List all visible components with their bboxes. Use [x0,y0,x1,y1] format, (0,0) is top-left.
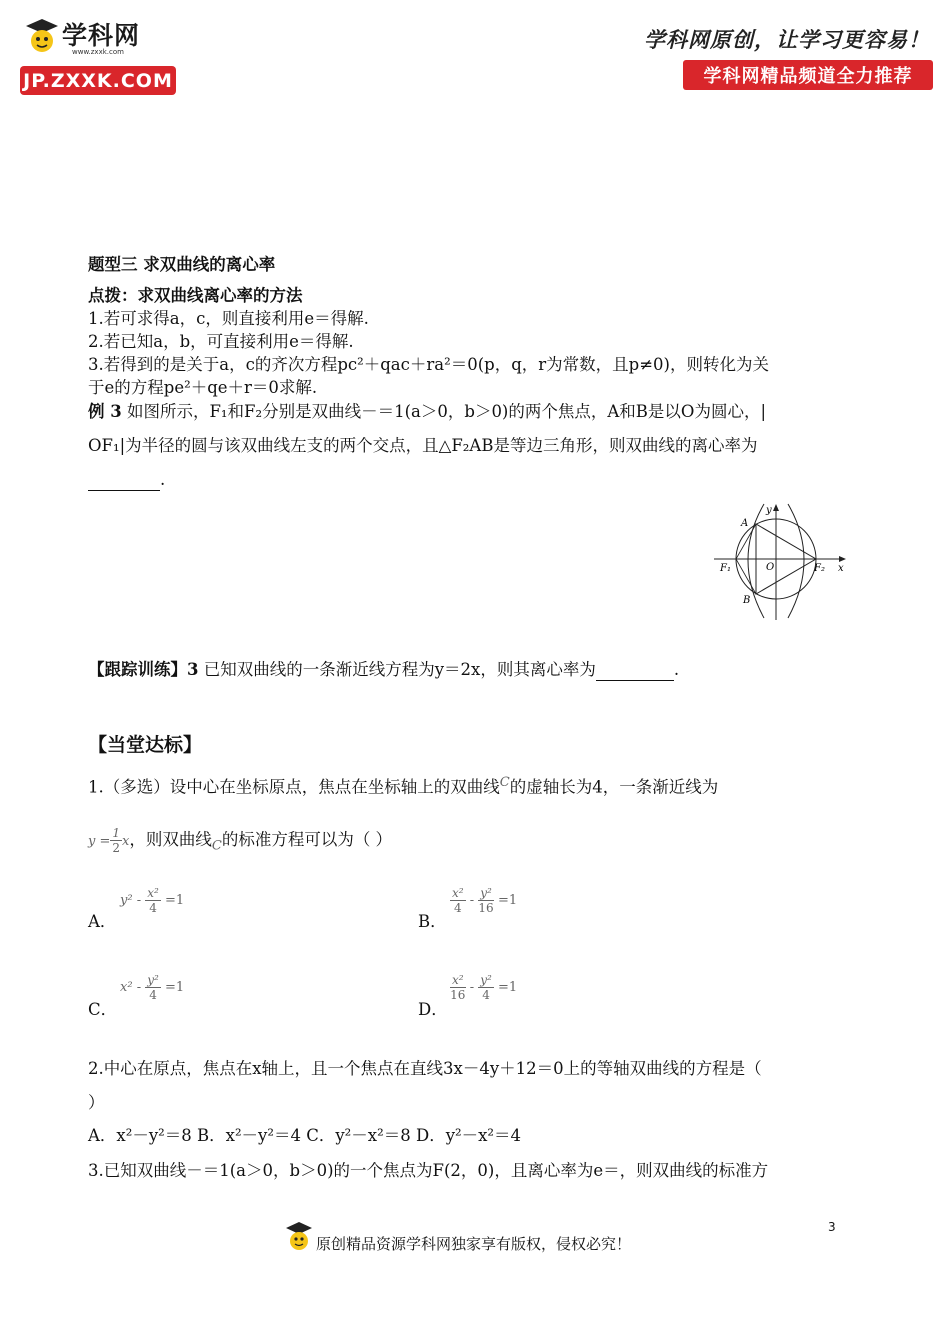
logo-text: 学科网 [62,21,141,50]
option-a-math: y² - $\frac{\text{x²}}{4}$ =1 [120,886,185,915]
answer-blank[interactable] [88,472,160,491]
fraction-half: $\frac{1}{2}$ [112,826,121,855]
tip-line-3: 3.若得到的是关于a，c的齐次方程pc²＋qac＋ra²＝0(p，q，r为常数，且p≠0)，则转化为关 [88,355,769,374]
example-3-line-2: OF₁|为半径的圆与该双曲线左支的两个交点，且△F₂AB是等边三角形，则双曲线的离心率为 [88,436,758,455]
answer-blank[interactable] [596,662,674,681]
question-2-line-1: 2.中心在原点，焦点在x轴上，且一个焦点在直线3x－4y＋12＝0上的等轴双曲线的方程是（ [88,1059,762,1078]
option-b[interactable]: B． [418,912,447,931]
track-training: 【跟踪训练】3 已知双曲线的一条渐近线方程为y＝2x，则其离心率为 . [88,660,680,679]
tip-line-4: 于e的方程pe²＋qe＋r＝0求解. [88,378,318,397]
label-A: A [741,518,749,529]
example-3-line-1: 例 3 如图所示，F₁和F₂分别是双曲线－＝1(a＞0，b＞0)的两个焦点，A和B是以O为圆心，| [88,402,766,421]
question-1-line-1: 1.（多选）设中心在坐标原点，焦点在坐标轴上的双曲线$^C$的虚轴长为4，一条渐近线为 [88,775,719,797]
label-F1: F₁ [720,563,731,574]
question-3-line-1: 3.已知双曲线－＝1(a＞0，b＞0)的一个焦点为F(2，0)，且离心率为e＝，则双曲线的标准方 [88,1161,769,1180]
option-b-math: $\frac{\text{x²}}{4}$ - $\frac{\text{y²}}{16}$ =1 [452,886,518,915]
logo-badge[interactable]: JP.ZXXK.COM [20,66,176,95]
question-1-line-2: y = $\frac{1}{2}$ x，则双曲线$_C$的标准方程可以为（ ） [88,826,393,855]
example-label: 例 3 [88,402,122,421]
header-banner[interactable]: 学科网精品频道全力推荐 [683,60,933,90]
track-label: 【跟踪训练】3 [88,660,199,679]
option-d-math: $\frac{\text{x²}}{16}$ - $\frac{\text{y²}}{4}$ =1 [450,973,518,1002]
header-slogan: 学科网原创，让学习更容易！ [644,27,930,52]
label-O: O [766,562,775,573]
option-d[interactable]: D． [418,1000,448,1019]
section-title: 题型三 求双曲线的离心率 [88,255,276,274]
logo-url: www.zxxk.com [72,48,124,56]
question-2-line-2: ） [88,1093,105,1112]
label-B: B [743,595,751,606]
label-F2: F₂ [814,563,825,574]
label-x: x [838,563,844,574]
hyperbola-figure [710,500,855,622]
page-number: 3 [828,1220,836,1234]
label-y: y [766,505,772,516]
tip-title: 点拨：求双曲线离心率的方法 [88,286,303,305]
example-3-line-3: . [88,469,165,491]
option-c-math: x² - $\frac{\text{y²}}{4}$ =1 [120,973,185,1002]
mascot-icon [22,16,62,56]
tip-line-1: 1.若可求得a，c，则直接利用e＝得解. [88,309,369,328]
footer-mascot-icon [284,1220,314,1254]
tip-line-2: 2.若已知a，b，可直接利用e＝得解. [88,332,354,351]
option-a[interactable]: A． [88,912,117,931]
question-2-options[interactable]: A．x²－y²＝8 B．x²－y²＝4 C．y²－x²＝8 D．y²－x²＝4 [88,1126,522,1145]
footer-copyright: 原创精品资源学科网独家享有版权，侵权必究！ [316,1235,632,1253]
class-title: 【当堂达标】 [88,734,203,756]
option-c[interactable]: C． [88,1000,118,1019]
